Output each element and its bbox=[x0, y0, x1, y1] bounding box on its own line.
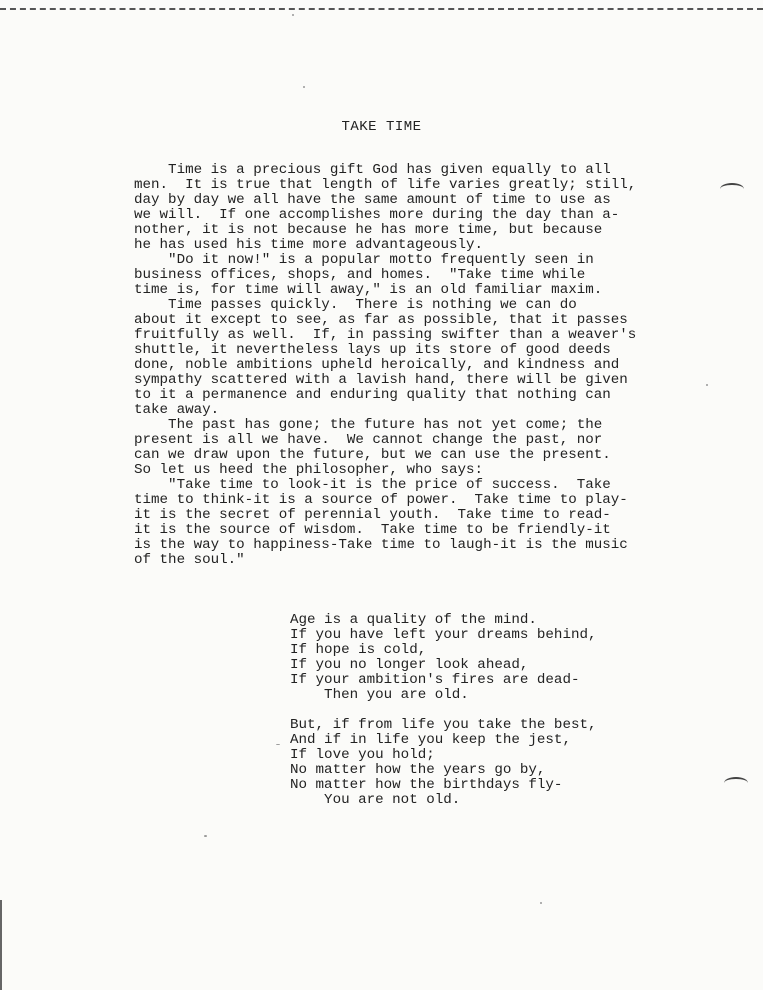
paper-speck bbox=[303, 86, 305, 88]
poem-line: No matter how the birthdays fly- bbox=[290, 777, 563, 793]
prose-line: The past has gone; the future has not yet come; the bbox=[134, 417, 603, 433]
paper-speck bbox=[276, 744, 280, 745]
prose-line: it is the source of wisdom. Take time to be friendly-it bbox=[134, 522, 611, 538]
prose-line: to it a permanence and enduring quality that nothing can bbox=[134, 387, 611, 403]
poem-line: If you have left your dreams behind, bbox=[290, 627, 597, 643]
poem-line: No matter how the years go by, bbox=[290, 762, 546, 778]
poem-line: But, if from life you take the best, bbox=[290, 717, 597, 733]
prose-line: business offices, shops, and homes. "Take time while bbox=[134, 267, 586, 283]
prose-line: can we draw upon the future, but we can use the present. bbox=[134, 447, 611, 463]
prose-line: nother, it is not because he has more time, but because bbox=[134, 222, 603, 238]
prose-line: he has used his time more advantageously. bbox=[134, 237, 484, 253]
prose-line: shuttle, it nevertheless lays up its store of good deeds bbox=[134, 342, 611, 358]
poem-line: Age is a quality of the mind. bbox=[290, 612, 537, 628]
paper-speck bbox=[706, 384, 708, 386]
prose-line: day by day we all have the same amount of time to use as bbox=[134, 192, 611, 208]
prose-line: fruitfully as well. If, in passing swifter than a weaver's bbox=[134, 327, 637, 343]
document-title: TAKE TIME bbox=[341, 119, 422, 135]
paper-speck bbox=[204, 835, 207, 837]
prose-line: Time is a precious gift God has given equally to all bbox=[134, 162, 611, 178]
prose-line: is the way to happiness-Take time to laugh-it is the music bbox=[134, 537, 628, 553]
prose-line: done, noble ambitions upheld heroically, and kindness and bbox=[134, 357, 620, 373]
prose-line: Time passes quickly. There is nothing we can do bbox=[134, 297, 577, 313]
prose-line: men. It is true that length of life varies greatly; still, bbox=[134, 177, 637, 193]
prose-line: about it except to see, as far as possible, that it passes bbox=[134, 312, 628, 328]
prose-line: time is, for time will away," is an old familiar maxim. bbox=[134, 282, 603, 298]
prose-line: "Do it now!" is a popular motto frequently seen in bbox=[134, 252, 594, 268]
poem-line: If hope is cold, bbox=[290, 642, 427, 658]
prose-line: of the soul." bbox=[134, 552, 245, 568]
prose-line: time to think-it is a source of power. Take time to play- bbox=[134, 492, 628, 508]
poem-line: Then you are old. bbox=[290, 687, 469, 703]
prose-line: So let us heed the philosopher, who says: bbox=[134, 462, 484, 478]
prose-line: take away. bbox=[134, 402, 220, 418]
prose-line: sympathy scattered with a lavish hand, there will be given bbox=[134, 372, 628, 388]
prose-line: "Take time to look-it is the price of success. Take bbox=[134, 477, 611, 493]
perforated-top-edge bbox=[0, 0, 763, 10]
margin-mark bbox=[724, 777, 748, 789]
poem-line: If your ambition's fires are dead- bbox=[290, 672, 580, 688]
prose-line: we will. If one accomplishes more during the day than a- bbox=[134, 207, 620, 223]
poem-line: And if in life you keep the jest, bbox=[290, 732, 571, 748]
paper-speck bbox=[540, 902, 542, 904]
page-edge-mark bbox=[0, 900, 2, 990]
margin-mark bbox=[720, 183, 744, 195]
prose-line: it is the secret of perennial youth. Take time to read- bbox=[134, 507, 611, 523]
poem-line: If love you hold; bbox=[290, 747, 435, 763]
poem-line: If you no longer look ahead, bbox=[290, 657, 529, 673]
poem-line: You are not old. bbox=[290, 792, 461, 808]
prose-line: present is all we have. We cannot change the past, nor bbox=[134, 432, 603, 448]
paper-speck bbox=[292, 14, 294, 16]
